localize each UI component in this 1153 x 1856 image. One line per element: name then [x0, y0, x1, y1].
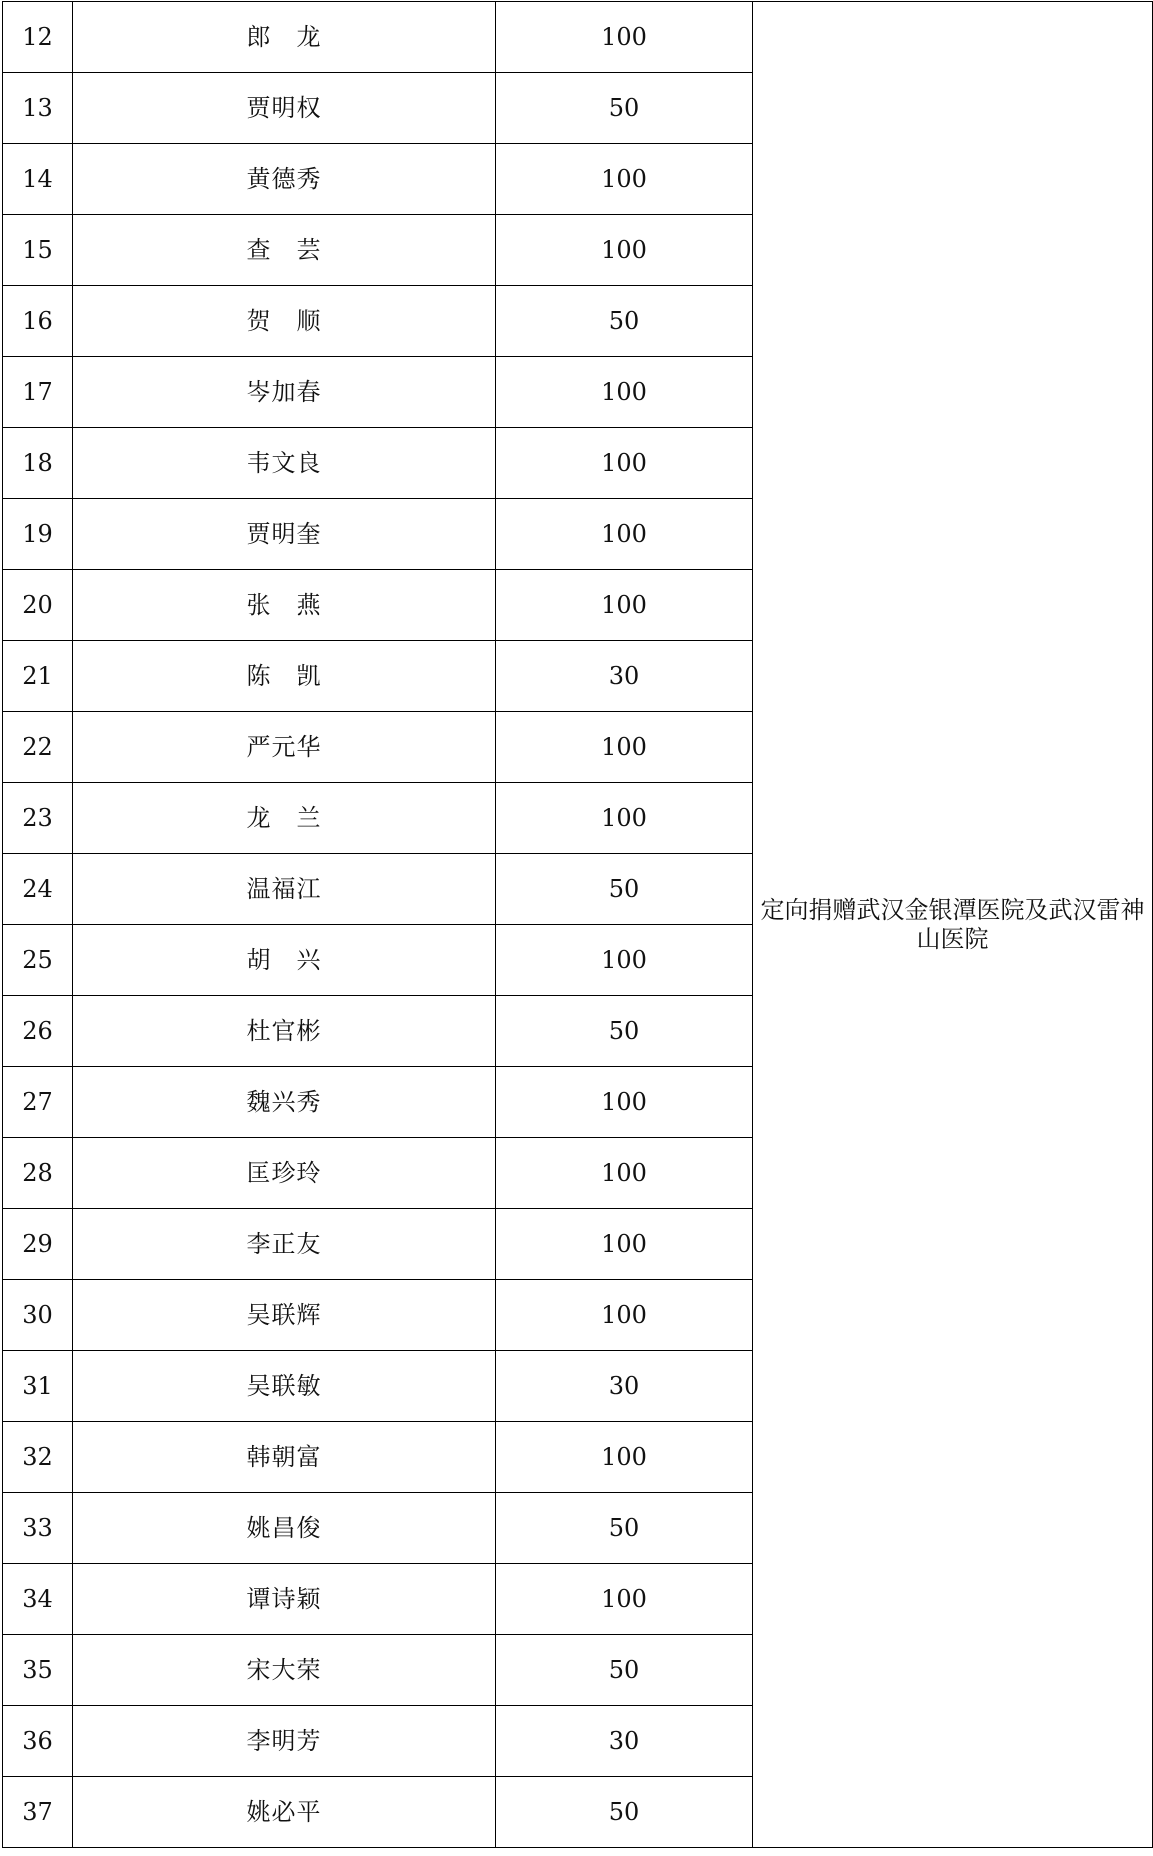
donation-amount: 50 [496, 1493, 753, 1564]
donation-amount: 50 [496, 996, 753, 1067]
donor-name: 吴联敏 [73, 1351, 496, 1422]
donation-note: 定向捐赠武汉金银潭医院及武汉雷神山医院 [753, 2, 1153, 1848]
row-number: 22 [3, 712, 73, 783]
row-number: 28 [3, 1138, 73, 1209]
row-number: 13 [3, 73, 73, 144]
donation-amount: 50 [496, 73, 753, 144]
donor-name: 张 燕 [73, 570, 496, 641]
row-number: 24 [3, 854, 73, 925]
donor-name: 韦文良 [73, 428, 496, 499]
donor-name: 胡 兴 [73, 925, 496, 996]
donation-amount: 100 [496, 1067, 753, 1138]
donation-amount: 50 [496, 286, 753, 357]
row-number: 14 [3, 144, 73, 215]
donation-amount: 100 [496, 570, 753, 641]
donor-name: 贺 顺 [73, 286, 496, 357]
donation-amount: 100 [496, 499, 753, 570]
donation-amount: 100 [496, 1138, 753, 1209]
donor-name: 龙 兰 [73, 783, 496, 854]
row-number: 15 [3, 215, 73, 286]
donor-name: 岑加春 [73, 357, 496, 428]
row-number: 26 [3, 996, 73, 1067]
row-number: 30 [3, 1280, 73, 1351]
row-number: 35 [3, 1635, 73, 1706]
row-number: 36 [3, 1706, 73, 1777]
row-number: 21 [3, 641, 73, 712]
donation-amount: 100 [496, 925, 753, 996]
donation-amount: 100 [496, 144, 753, 215]
row-number: 27 [3, 1067, 73, 1138]
donation-amount: 100 [496, 1280, 753, 1351]
donor-name: 宋大荣 [73, 1635, 496, 1706]
row-number: 29 [3, 1209, 73, 1280]
donor-name: 姚必平 [73, 1777, 496, 1848]
donor-name: 黄德秀 [73, 144, 496, 215]
table-row [3, 2, 1153, 73]
donor-name: 吴联辉 [73, 1280, 496, 1351]
donation-amount: 100 [496, 1564, 753, 1635]
donation-amount: 30 [496, 1706, 753, 1777]
donor-name: 陈 凯 [73, 641, 496, 712]
row-number: 18 [3, 428, 73, 499]
row-number: 31 [3, 1351, 73, 1422]
donation-amount: 100 [496, 1422, 753, 1493]
donor-name: 魏兴秀 [73, 1067, 496, 1138]
row-number: 34 [3, 1564, 73, 1635]
donor-name: 贾明权 [73, 73, 496, 144]
row-number: 37 [3, 1777, 73, 1848]
donation-amount: 100 [496, 712, 753, 783]
donor-name: 查 芸 [73, 215, 496, 286]
donor-name: 李正友 [73, 1209, 496, 1280]
row-number: 33 [3, 1493, 73, 1564]
donation-amount: 50 [496, 1777, 753, 1848]
donor-name: 谭诗颖 [73, 1564, 496, 1635]
donor-name: 韩朝富 [73, 1422, 496, 1493]
donation-table [2, 1, 1153, 1848]
donor-name: 姚昌俊 [73, 1493, 496, 1564]
row-number: 12 [3, 2, 73, 73]
donor-name: 严元华 [73, 712, 496, 783]
donor-name: 李明芳 [73, 1706, 496, 1777]
row-number: 20 [3, 570, 73, 641]
donor-name: 匡珍玲 [73, 1138, 496, 1209]
donation-amount: 50 [496, 1635, 753, 1706]
donation-amount: 30 [496, 1351, 753, 1422]
row-number: 17 [3, 357, 73, 428]
donation-amount: 100 [496, 1209, 753, 1280]
donor-name: 郎 龙 [73, 2, 496, 73]
donor-name: 杜官彬 [73, 996, 496, 1067]
row-number: 32 [3, 1422, 73, 1493]
donation-amount: 100 [496, 215, 753, 286]
donor-name: 贾明奎 [73, 499, 496, 570]
donation-amount: 50 [496, 854, 753, 925]
row-number: 25 [3, 925, 73, 996]
donation-amount: 30 [496, 641, 753, 712]
table-body [3, 2, 1153, 1848]
row-number: 23 [3, 783, 73, 854]
donation-amount: 100 [496, 428, 753, 499]
row-number: 19 [3, 499, 73, 570]
row-number: 16 [3, 286, 73, 357]
donation-amount: 100 [496, 783, 753, 854]
donation-amount: 100 [496, 2, 753, 73]
donation-amount: 100 [496, 357, 753, 428]
donor-name: 温福江 [73, 854, 496, 925]
